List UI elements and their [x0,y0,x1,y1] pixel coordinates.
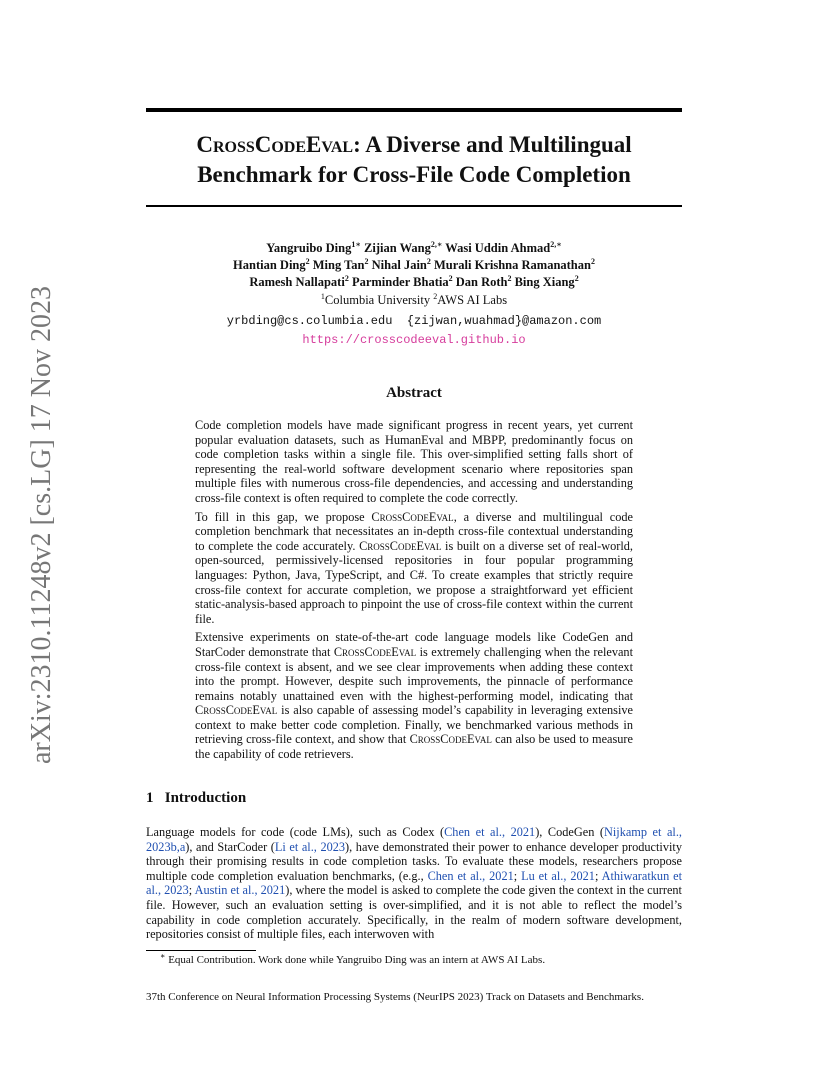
author-sup: 2 [574,273,579,283]
citation-link[interactable]: Chen et al., 2021 [444,825,536,839]
text-run: ; [513,868,522,883]
author-line-2 [146,257,682,274]
author-sup: 1∗ [351,239,361,249]
author-sup: 2 [364,256,369,266]
section-heading-introduction [146,790,246,807]
text-run: Extensive experiments on state-of-the-art code language models like CodeGen and StarCoder demonstrate that [195,630,633,659]
author-sup: 2,∗ [430,239,443,249]
title-benchmark-name: CrossCodeEval [196,132,354,157]
text-run: ), where the model is asked to complete the code given the context in the current file. However, such an evaluation setting is over-simplified, and it is not able to reflect the model’s capability in code completion accurately. Specifically, in the realm of modern software development, repositories consist of multiple files, each interwoven with [146,883,682,942]
text-run: ; [594,868,602,883]
benchmark-name: CrossCodeEval [371,509,454,524]
text-run: To fill in this gap, we propose [195,509,372,524]
arxiv-identifier: arXiv:2310.11248v2 [cs.LG] 17 Nov 2023 [26,285,57,765]
citation-link[interactable]: Austin et al., 2021 [194,883,286,898]
text-run: is extremely challenging when the relevant cross-file context is absent, and we see clear improvements when adding these context into the prompt. However, despite such improvements, the pinnacle of performance remains notably unattained even with the highest-performing model, indicating that [195,644,633,703]
section-number: 1 [146,790,154,806]
author-sup: 2 [590,256,595,266]
author-sup: 2 [507,273,512,283]
text-run: can also be used to measure the capability of code retrievers. [195,732,633,762]
text-run: ; [188,883,195,898]
project-url-link[interactable]: https://crosscodeeval.github.io [302,333,526,347]
author: Dan Roth [455,275,508,289]
author-sup: 2 [426,256,431,266]
author-line-3 [146,274,682,291]
section-title: Introduction [164,790,247,806]
title-bottom-rule [146,205,682,207]
author: Ramesh Nallapati [249,275,345,289]
author-list [146,240,682,291]
author-line-1 [146,240,682,257]
text-run: , a diverse and multilingual code completion benchmark that necessitates an in-depth cross-file contextual understanding to complete the code accurately. [195,509,633,553]
abstract-paragraph-1: Code completion models have made significant progress in recent years, yet current popular evaluation datasets, such as HumanEval and MBPP, predominantly focus on code completion tasks within a single file. This over-simplified setting falls short of representing the real-world software development scenario where repositories span multiple files with numerous cross-file dependencies, and accessing and understanding cross-file context is often required to complete the code correctly. [195,418,633,505]
author: Wasi Uddin Ahmad [445,241,551,255]
footnote [160,951,546,966]
benchmark-name: CrossCodeEval [333,644,417,659]
author: Bing Xiang [514,275,575,289]
abstract-body [195,418,633,766]
top-rule [146,108,682,112]
abstract-paragraph-2 [195,510,633,627]
conference-note: 37th Conference on Neural Information Processing Systems (NeurIPS 2023) Track on Datasets and Benchmarks. [146,991,644,1003]
author: Murali Krishna Ramanathan [434,258,591,272]
footnote-text: Equal Contribution. Work done while Yangruibo Ding was an intern at AWS AI Labs. [168,954,546,966]
benchmark-name: CrossCodeEval [195,703,278,718]
affiliation-sup: 2 [433,291,438,301]
text-run: Language models for code (code LMs), such as Codex ( [146,825,445,839]
text-run: is also capable of assessing model’s capability in leveraging extensive context to make better code completion. Finally, we benchmarked various methods in retrieving cross-file context, and show that [195,703,633,747]
author: Zijian Wang [364,241,431,255]
text-run: is built on a diverse set of real-world, open-sourced, permissively-licensed repositories in four popular programming languages: Python, Java, TypeScript, and C#. To create examples that strictly require cross-file context for accurate completion, we propose a straightforward yet efficient static-analysis-based approach to pinpoint the use of cross-file context within the current file. [195,538,634,626]
paper-title [146,130,682,190]
author-sup: 2,∗ [550,239,562,249]
author: Yangruibo Ding [266,241,352,255]
benchmark-name: CrossCodeEval [359,538,442,553]
author-sup: 2 [305,256,310,266]
author-sup: 2 [344,273,349,283]
footnote-mark: ∗ [160,951,166,961]
citation-link[interactable]: Nijkamp et al., 2023b,a [146,825,682,854]
citation-link[interactable]: Lu et al., 2021 [521,868,595,883]
author-emails: yrbding@cs.columbia.edu {zijwan,wuahmad}@amazon.com [226,314,602,328]
author-sup: 2 [448,273,453,283]
title-line2: Benchmark for Cross-File Code Completion [197,162,631,187]
author: Ming Tan [312,258,365,272]
author: Parminder Bhatia [351,275,449,289]
text-run: ), and StarCoder ( [185,839,275,854]
affiliation-aws: AWS AI Labs [437,293,508,307]
author: Hantian Ding [233,258,306,272]
benchmark-name: CrossCodeEval [409,732,492,747]
abstract-heading: Abstract [386,385,442,401]
author: Nihal Jain [371,258,427,272]
title-line1-rest: : A Diverse and Multilingual [353,132,632,157]
abstract-paragraph-3 [195,630,633,761]
affiliations [146,293,682,308]
citation-link[interactable]: Athiwaratkun et al., 2023 [146,868,683,898]
affiliation-columbia: Columbia University [324,293,431,307]
text-run: ), have demonstrated their power to enhance developer productivity through their promising results in code completion tasks. To evaluate these models, researchers propose multiple code completion evaluation benchmarks, (e.g., [146,839,682,883]
text-run: ), CodeGen ( [535,825,604,839]
citation-link[interactable]: Chen et al., 2021 [427,868,514,883]
citation-link[interactable]: Li et al., 2023 [274,839,346,854]
introduction-paragraph [146,825,682,942]
affiliation-sup: 1 [320,291,325,301]
